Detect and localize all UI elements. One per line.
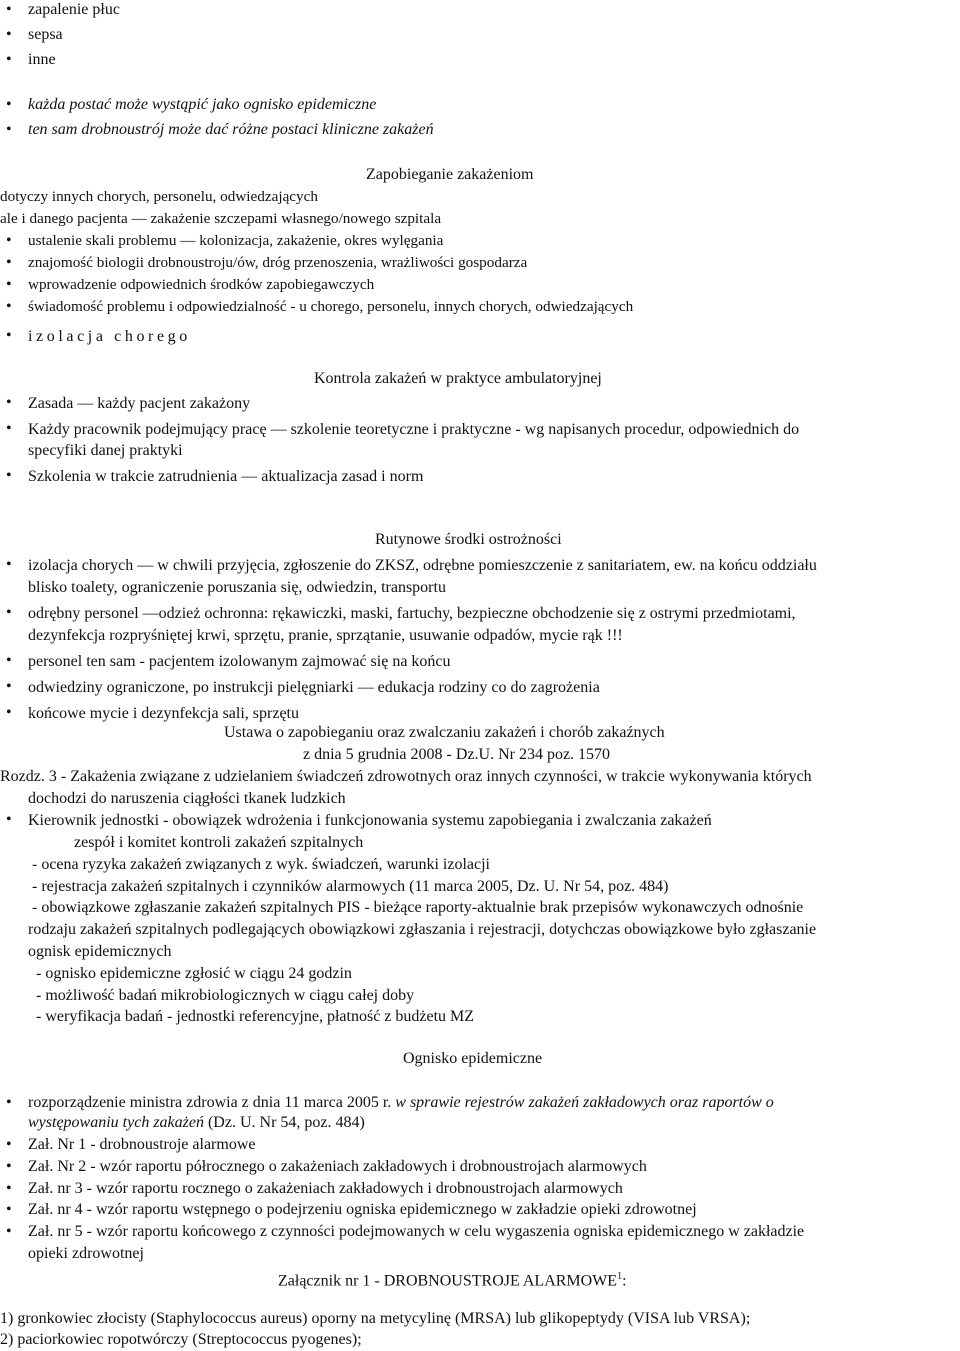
regulation-title: w sprawie rejestrów zakażeń zakładowych oraz raportów o [395, 1094, 774, 1111]
dash-item: - rejestracja zakażeń szpitalnych i czynników alarmowych (11 marca 2005, Dz. U. Nr 54, poz. 484) [32, 878, 669, 895]
regulation-title: występowaniu tych zakażeń [28, 1114, 204, 1131]
section-title: Kontrola zakażeń w praktyce ambulatoryjnej [314, 370, 602, 387]
paragraph-line: ale i danego pacjenta — zakażenie szczepami własnego/nowego szpitala [0, 210, 442, 227]
dash-item: - obowiązkowe zgłaszanie zakażeń szpitalnych PIS - bieżące raporty-aktualnie brak przepisów wykonawczych odnośnie [32, 899, 804, 916]
list-item: znajomość biologii drobnoustroju/ów, dróg przenoszenia, wrażliwości gospodarza [28, 254, 528, 271]
bullet: • [6, 1180, 12, 1197]
annex-title [278, 1267, 627, 1291]
bullet: • [6, 652, 12, 669]
bullet: • [6, 1223, 12, 1240]
paragraph-line: zespół i komitet kontroli zakażeń szpitalnych [74, 834, 364, 851]
list-item: inne [28, 51, 56, 68]
section-title: Ognisko epidemiczne [403, 1050, 543, 1067]
list-item: Zał. Nr 1 - drobnoustroje alarmowe [28, 1136, 256, 1153]
bullet: • [6, 327, 12, 344]
list-item: Każdy pracownik podejmujący pracę — szkolenie teoretyczne i praktyczne - wg napisanych procedur, odpowiednich do [28, 421, 800, 438]
list-item: świadomość problemu i odpowiedzialność - u chorego, personelu, innych chorych, odwiedzających [28, 298, 634, 315]
bullet: • [6, 96, 12, 113]
section-title: Rutynowe środki ostrożności [375, 531, 562, 548]
dash-item: - ognisko epidemiczne zgłosić w ciągu 24 godzin [36, 965, 352, 982]
dash-item: - możliwość badań mikrobiologicznych w ciągu całej doby [36, 987, 415, 1004]
annex-title-text: Załącznik nr 1 - DROBNOUSTROJE ALARMOWE [278, 1272, 618, 1290]
bullet: • [6, 232, 12, 249]
list-item: zapalenie płuc [28, 1, 120, 18]
list-item: odrębny personel —odzież ochronna: rękawiczki, maski, fartuchy, bezpieczne obchodzenie się z ostrymi przedmiotami, [28, 605, 796, 622]
paragraph-line: rodzaju zakażeń szpitalnych podlegających obowiązkowi zgłaszania i rejestracji, dotychczas obowiązkowe było zgłaszanie [28, 921, 817, 938]
dash-item: - weryfikacja badań - jednostki referencyjne, płatność z budżetu MZ [36, 1008, 475, 1025]
bullet: • [6, 26, 12, 43]
list-item: Zał. nr 3 - wzór raportu rocznego o zakażeniach zakładowych i drobnoustrojach alarmowych [28, 1180, 623, 1197]
list-item: wprowadzenie odpowiednich środków zapobiegawczych [28, 276, 375, 293]
bullet: • [6, 51, 12, 68]
list-item-continuation [28, 1113, 365, 1133]
bullet: • [6, 1136, 12, 1153]
bullet: • [6, 1094, 12, 1111]
bullet: • [6, 276, 12, 293]
regulation-ref: (Dz. U. Nr 54, poz. 484) [207, 1114, 365, 1131]
bullet: • [6, 1158, 12, 1175]
dash-item: - ocena ryzyka zakażeń związanych z wyk. świadczeń, warunki izolacji [32, 856, 490, 873]
bullet: • [6, 704, 12, 721]
list-item-continuation: opieki zdrowotnej [28, 1245, 144, 1262]
list-item: Zał. nr 5 - wzór raportu końcowego z czynności podejmowanych w celu wygaszenia ogniska epidemicznego w zakładzie [28, 1223, 805, 1240]
bullet: • [6, 1, 12, 18]
regulation-text: rozporządzenie ministra zdrowia z dnia 11 marca 2005 r. [28, 1094, 392, 1111]
bullet: • [6, 678, 12, 695]
bullet: • [6, 254, 12, 271]
bullet: • [6, 121, 12, 138]
annex-item: 2) paciorkowiec ropotwórczy (Streptococcus pyogenes); [0, 1331, 362, 1348]
bullet: • [6, 467, 12, 484]
list-item: izolacja chorego [28, 328, 191, 345]
list-item: sepsa [28, 26, 63, 43]
act-title: Ustawa o zapobieganiu oraz zwalczaniu zakażeń i chorób zakaźnych [224, 724, 665, 741]
bullet: • [6, 298, 12, 315]
list-item: Zasada — każdy pacjent zakażony [28, 395, 251, 412]
bullet: • [6, 420, 12, 437]
paragraph-line: Rozdz. 3 - Zakażenia związane z udzielaniem świadczeń zdrowotnych oraz innych czynności, w trakcie wykonywania których [0, 768, 812, 785]
list-item: Zał. nr 4 - wzór raportu wstępnego o podejrzeniu ogniska epidemicznego w zakładzie opieki zdrowotnej [28, 1201, 697, 1218]
list-item: ten sam drobnoustrój może dać różne postaci kliniczne zakażeń [28, 121, 434, 138]
section-title: Zapobieganie zakażeniom [366, 166, 534, 183]
bullet: • [6, 556, 12, 573]
list-item-continuation: blisko toalety, ograniczenie poruszania się, odwiedzin, transportu [28, 579, 446, 596]
annex-colon: : [622, 1272, 627, 1290]
list-item: Kierownik jednostki - obowiązek wdrożenia i funkcjonowania systemu zapobiegania i zwalczania zakażeń [28, 812, 712, 829]
list-item: każda postać może wystąpić jako ognisko epidemiczne [28, 96, 377, 113]
bullet: • [6, 394, 12, 411]
act-date: z dnia 5 grudnia 2008 - Dz.U. Nr 234 poz. 1570 [303, 746, 611, 763]
paragraph-line: ognisk epidemicznych [28, 943, 172, 960]
list-item: Szkolenia w trakcie zatrudnienia — aktualizacja zasad i norm [28, 468, 424, 485]
paragraph-line: dotyczy innych chorych, personelu, odwiedzających [0, 188, 318, 205]
list-item [28, 1093, 774, 1113]
bullet: • [6, 1201, 12, 1218]
list-item-continuation: dezynfekcja rozpryśniętej krwi, sprzętu, pranie, sprzątanie, usuwanie odpadów, mycie rąk !!! [28, 627, 623, 644]
list-item: izolacja chorych — w chwili przyjęcia, zgłoszenie do ZKSZ, odrębne pomieszczenie z sanitariatem, ew. na końcu oddziału [28, 557, 817, 574]
list-item: końcowe mycie i dezynfekcja sali, sprzętu [28, 705, 299, 722]
list-item: personel ten sam - pacjentem izolowanym zajmować się na końcu [28, 653, 451, 670]
list-item: ustalenie skali problemu — kolonizacja, zakażenie, okres wylęgania [28, 232, 444, 249]
annex-item: 1) gronkowiec złocisty (Staphylococcus aureus) oporny na metycylinę (MRSA) lub glikopeptydy (VISA lub VRSA); [0, 1310, 751, 1327]
bullet: • [6, 604, 12, 621]
bullet: • [6, 811, 12, 828]
list-item: odwiedziny ograniczone, po instrukcji pielęgniarki — edukacja rodziny co do zagrożenia [28, 679, 600, 696]
list-item: Zał. Nr 2 - wzór raportu półrocznego o zakażeniach zakładowych i drobnoustrojach alarmowych [28, 1158, 647, 1175]
paragraph-line: dochodzi do naruszenia ciągłości tkanek ludzkich [28, 790, 346, 807]
footnote-mark: 1 [617, 1271, 623, 1282]
list-item-continuation: specyfiki danej praktyki [28, 442, 183, 459]
